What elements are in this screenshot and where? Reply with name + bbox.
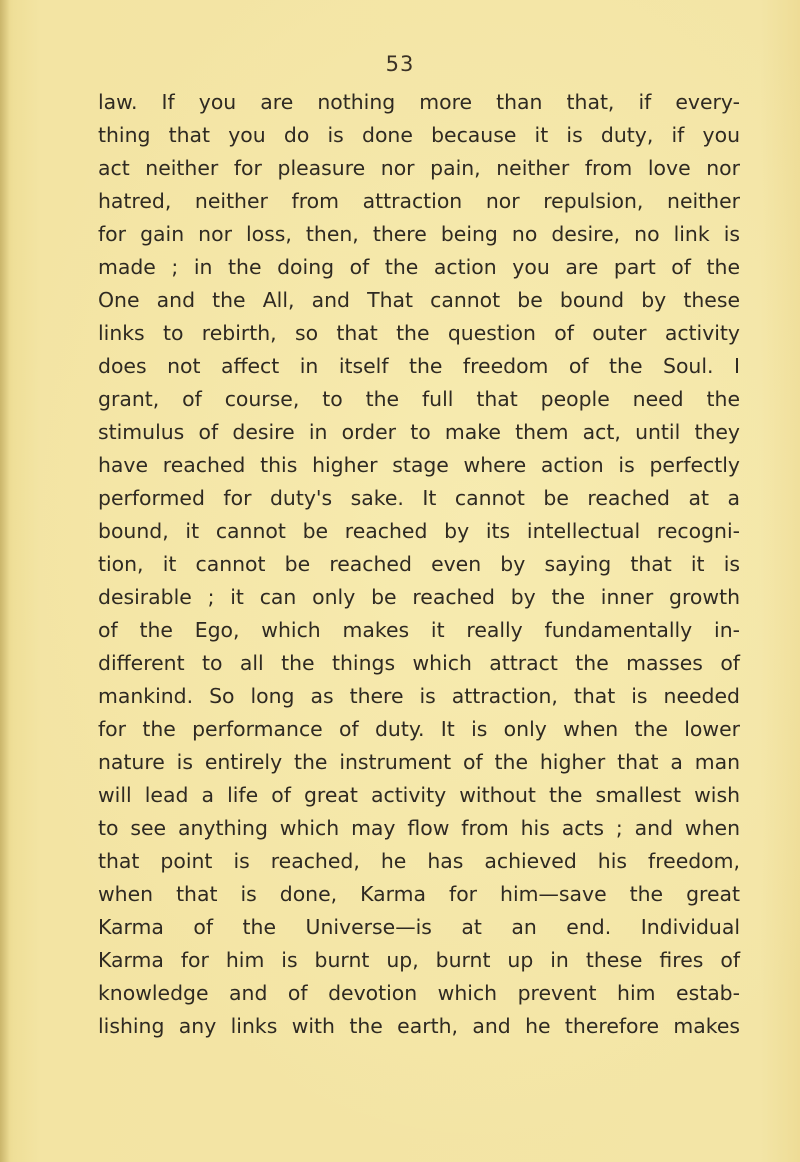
text-line: does not affect in itself the freedom of the Soul. I xyxy=(98,354,740,378)
text-line: knowledge and of devotion which prevent him estab- xyxy=(98,981,740,1005)
text-line: performed for duty's sake. It cannot be reached at a xyxy=(98,486,740,510)
body-text xyxy=(98,86,740,1043)
text-line: for gain nor loss, then, there being no desire, no link is xyxy=(98,222,740,246)
text-line: different to all the things which attract the masses of xyxy=(98,651,740,675)
text-line: for the performance of duty. It is only when the lower xyxy=(98,717,740,741)
text-line: have reached this higher stage where action is perfectly xyxy=(98,453,740,477)
text-line: stimulus of desire in order to make them act, until they xyxy=(98,420,740,444)
text-line: that point is reached, he has achieved his freedom, xyxy=(98,849,740,873)
text-line: Karma of the Universe—is at an end. Individual xyxy=(98,915,740,939)
text-line: act neither for pleasure nor pain, neither from love nor xyxy=(98,156,740,180)
text-line: thing that you do is done because it is duty, if you xyxy=(98,123,740,147)
text-line: Karma for him is burnt up, burnt up in these fires of xyxy=(98,948,740,972)
text-line: desirable ; it can only be reached by the inner growth xyxy=(98,585,740,609)
text-line: law. If you are nothing more than that, if every- xyxy=(98,90,740,114)
text-line: to see anything which may flow from his acts ; and when xyxy=(98,816,740,840)
text-line: hatred, neither from attraction nor repulsion, neither xyxy=(98,189,740,213)
text-line: One and the All, and That cannot be bound by these xyxy=(98,288,740,312)
binding-shadow xyxy=(0,0,10,1162)
text-line: made ; in the doing of the action you are part of the xyxy=(98,255,740,279)
text-line: of the Ego, which makes it really fundamentally in- xyxy=(98,618,740,642)
text-line: lishing any links with the earth, and he therefore makes xyxy=(98,1014,740,1038)
text-line: bound, it cannot be reached by its intellectual recogni- xyxy=(98,519,740,543)
text-line: will lead a life of great activity without the smallest wish xyxy=(98,783,740,807)
text-line: mankind. So long as there is attraction, that is needed xyxy=(98,684,740,708)
page-number: 53 xyxy=(385,52,415,76)
text-line: grant, of course, to the full that people need the xyxy=(98,387,740,411)
text-line: nature is entirely the instrument of the higher that a man xyxy=(98,750,740,774)
text-line: tion, it cannot be reached even by saying that it is xyxy=(98,552,740,576)
text-line: when that is done, Karma for him—save the great xyxy=(98,882,740,906)
text-line: links to rebirth, so that the question of outer activity xyxy=(98,321,740,345)
